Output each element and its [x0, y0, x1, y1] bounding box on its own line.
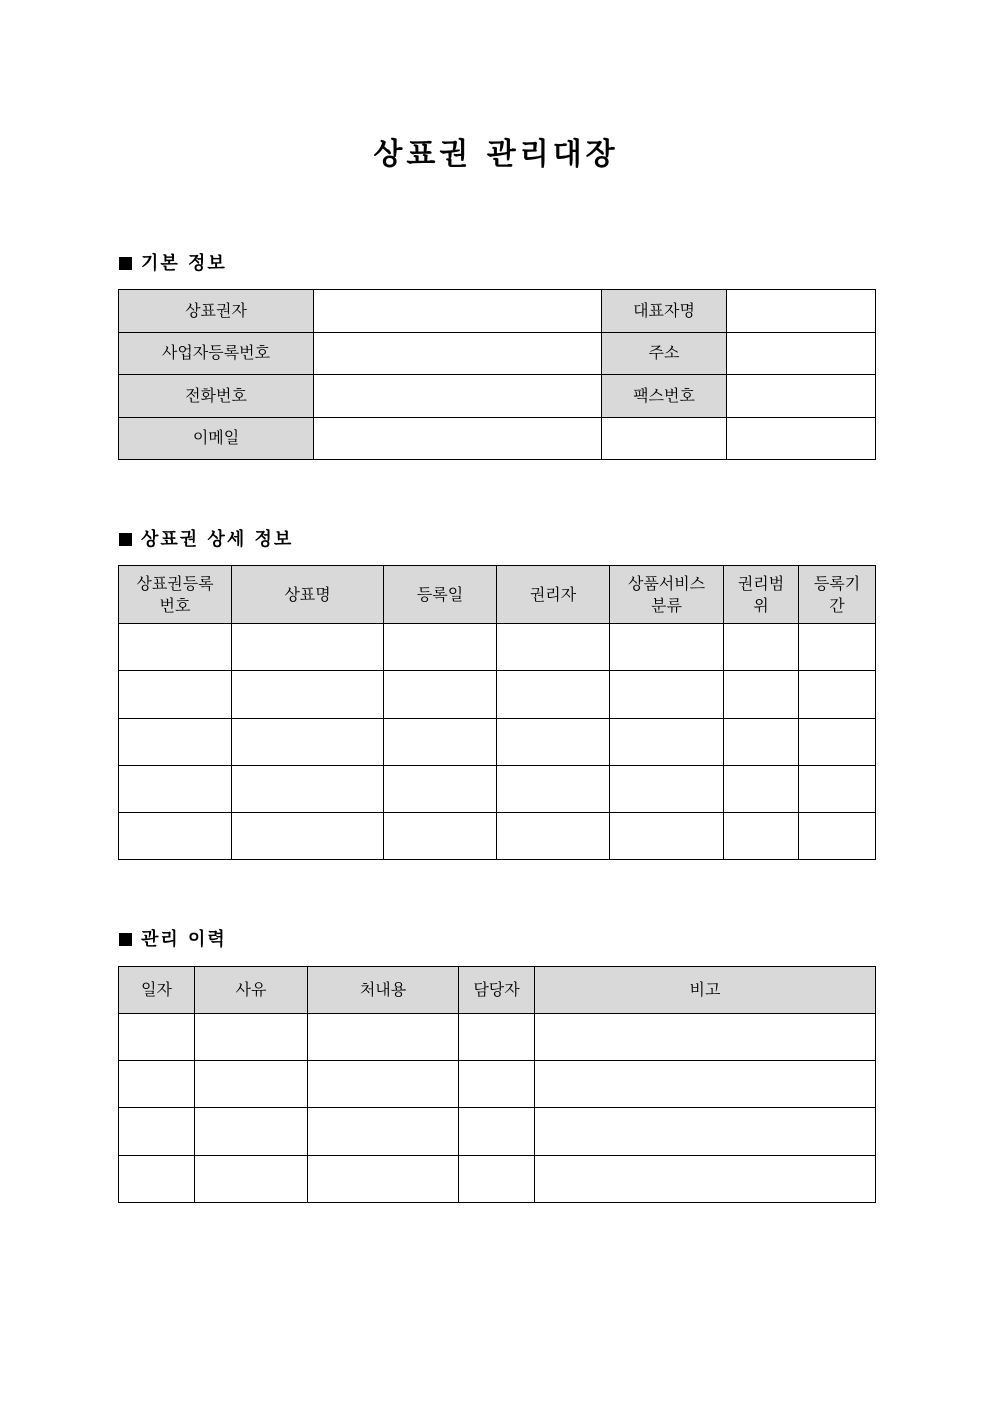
- table-cell[interactable]: [610, 624, 724, 671]
- square-bullet-icon: [119, 533, 132, 546]
- table-cell[interactable]: [724, 813, 799, 860]
- section-heading-basic-text: 기본 정보: [141, 253, 227, 274]
- table-header-row: [119, 566, 876, 624]
- col-header-reason: 사유: [195, 967, 308, 1014]
- table-cell[interactable]: [119, 1014, 195, 1061]
- col-header-trademark-name: 상표명: [232, 566, 384, 624]
- trademark-detail-table: [118, 565, 876, 860]
- table-row: [119, 718, 876, 765]
- col-header-action: 처내용: [308, 967, 459, 1014]
- table-cell[interactable]: [384, 624, 497, 671]
- table-cell[interactable]: [195, 1108, 308, 1155]
- table-cell[interactable]: [497, 765, 610, 812]
- label-representative: 대표자명: [602, 290, 727, 333]
- table-row: [119, 765, 876, 812]
- section-heading-history-text: 관리 이력: [141, 929, 227, 950]
- table-cell[interactable]: [119, 1061, 195, 1108]
- table-row: [119, 671, 876, 718]
- phone-field[interactable]: [314, 375, 602, 418]
- label-email: 이메일: [119, 417, 314, 460]
- table-cell[interactable]: [724, 765, 799, 812]
- table-cell[interactable]: [610, 671, 724, 718]
- table-row: [119, 1108, 876, 1155]
- table-cell[interactable]: [384, 813, 497, 860]
- table-cell[interactable]: [232, 765, 384, 812]
- table-cell[interactable]: [232, 718, 384, 765]
- label-business-no: 사업자등록번호: [119, 332, 314, 375]
- table-cell[interactable]: [497, 813, 610, 860]
- table-row: [119, 332, 876, 375]
- empty-cell[interactable]: [602, 417, 727, 460]
- table-cell[interactable]: [459, 1155, 535, 1202]
- table-cell[interactable]: [308, 1014, 459, 1061]
- table-row: [119, 813, 876, 860]
- table-cell[interactable]: [497, 624, 610, 671]
- col-header-manager: 담당자: [459, 967, 535, 1014]
- col-header-right-holder: 권리자: [497, 566, 610, 624]
- table-cell[interactable]: [610, 813, 724, 860]
- table-row: [119, 290, 876, 333]
- table-row: [119, 375, 876, 418]
- square-bullet-icon: [119, 933, 132, 946]
- table-cell[interactable]: [799, 671, 876, 718]
- address-field[interactable]: [727, 332, 876, 375]
- table-cell[interactable]: [724, 624, 799, 671]
- section-heading-history: [119, 927, 227, 953]
- table-cell[interactable]: [119, 671, 232, 718]
- fax-field[interactable]: [727, 375, 876, 418]
- table-cell[interactable]: [195, 1061, 308, 1108]
- table-cell[interactable]: [195, 1014, 308, 1061]
- label-phone: 전화번호: [119, 375, 314, 418]
- representative-field[interactable]: [727, 290, 876, 333]
- table-cell[interactable]: [119, 765, 232, 812]
- table-cell[interactable]: [308, 1061, 459, 1108]
- table-cell[interactable]: [384, 718, 497, 765]
- owner-field[interactable]: [314, 290, 602, 333]
- empty-cell[interactable]: [727, 417, 876, 460]
- col-header-right-scope: 권리범 위: [724, 566, 799, 624]
- table-cell[interactable]: [119, 1108, 195, 1155]
- table-cell[interactable]: [610, 718, 724, 765]
- table-cell[interactable]: [195, 1155, 308, 1202]
- table-cell[interactable]: [535, 1155, 876, 1202]
- col-header-remarks: 비고: [535, 967, 876, 1014]
- label-owner: 상표권자: [119, 290, 314, 333]
- table-cell[interactable]: [459, 1014, 535, 1061]
- table-cell[interactable]: [119, 813, 232, 860]
- basic-info-table: [118, 289, 876, 460]
- table-cell[interactable]: [535, 1061, 876, 1108]
- table-cell[interactable]: [308, 1155, 459, 1202]
- table-cell[interactable]: [799, 624, 876, 671]
- col-header-goods-service-class: 상품서비스 분류: [610, 566, 724, 624]
- square-bullet-icon: [119, 257, 132, 270]
- table-row: [119, 624, 876, 671]
- table-cell[interactable]: [232, 624, 384, 671]
- table-row: [119, 417, 876, 460]
- table-cell[interactable]: [724, 718, 799, 765]
- table-cell[interactable]: [459, 1061, 535, 1108]
- table-cell[interactable]: [119, 1155, 195, 1202]
- table-cell[interactable]: [497, 671, 610, 718]
- table-cell[interactable]: [799, 813, 876, 860]
- table-row: [119, 1155, 876, 1202]
- table-cell[interactable]: [497, 718, 610, 765]
- col-header-registration-date: 등록일: [384, 566, 497, 624]
- section-heading-detail: [119, 527, 293, 553]
- table-cell[interactable]: [384, 765, 497, 812]
- management-history-table: [118, 966, 876, 1203]
- table-cell[interactable]: [724, 671, 799, 718]
- label-address: 주소: [602, 332, 727, 375]
- table-row: [119, 1014, 876, 1061]
- table-cell[interactable]: [610, 765, 724, 812]
- table-cell[interactable]: [232, 671, 384, 718]
- col-header-registration-period: 등록기 간: [799, 566, 876, 624]
- table-cell[interactable]: [535, 1108, 876, 1155]
- table-cell[interactable]: [799, 718, 876, 765]
- business-no-field[interactable]: [314, 332, 602, 375]
- table-cell[interactable]: [232, 813, 384, 860]
- col-header-registration-no: 상표권등록 번호: [119, 566, 232, 624]
- col-header-date: 일자: [119, 967, 195, 1014]
- label-fax: 팩스번호: [602, 375, 727, 418]
- table-cell[interactable]: [119, 718, 232, 765]
- document-title: 상표권 관리대장: [373, 137, 619, 172]
- table-cell[interactable]: [308, 1108, 459, 1155]
- section-heading-detail-text: 상표권 상세 정보: [141, 529, 294, 550]
- table-cell[interactable]: [384, 671, 497, 718]
- table-cell[interactable]: [119, 624, 232, 671]
- table-row: [119, 1061, 876, 1108]
- table-cell[interactable]: [799, 765, 876, 812]
- table-cell[interactable]: [535, 1014, 876, 1061]
- section-heading-basic: [119, 251, 227, 277]
- table-header-row: [119, 967, 876, 1014]
- table-cell[interactable]: [459, 1108, 535, 1155]
- email-field[interactable]: [314, 417, 602, 460]
